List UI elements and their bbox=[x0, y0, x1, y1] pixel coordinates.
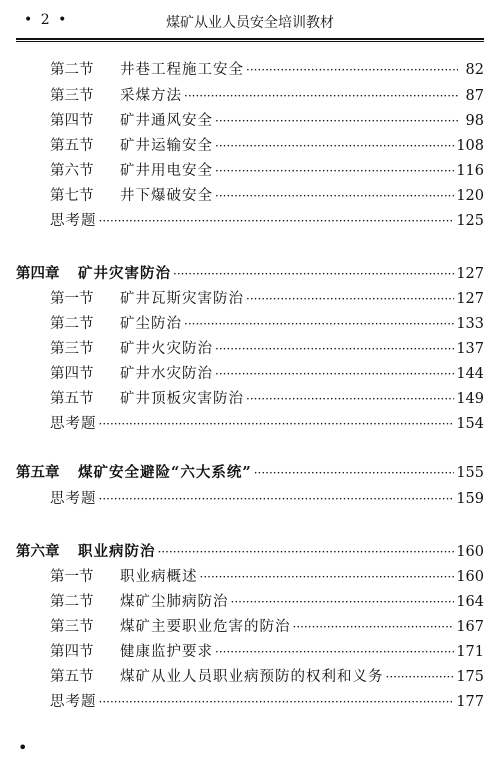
entry-title: 井下爆破安全 bbox=[120, 188, 213, 204]
leader-dots bbox=[215, 189, 454, 203]
entry-number: 第五章 bbox=[16, 464, 60, 481]
entry-title: 煤矿安全避险“六大系统” bbox=[78, 464, 252, 481]
leader-dots bbox=[386, 670, 455, 684]
toc-section-entry bbox=[50, 387, 484, 411]
entry-number: 第四节 bbox=[50, 366, 94, 382]
entry-number: 第一节 bbox=[50, 569, 94, 585]
entry-page-number: 144 bbox=[456, 366, 484, 382]
entry-title: 矿井运输安全 bbox=[120, 138, 213, 154]
leader-dots bbox=[99, 417, 455, 431]
entry-page-number: 164 bbox=[456, 594, 484, 610]
footer-mark: • bbox=[18, 738, 28, 757]
page-number: • 2 • bbox=[24, 12, 69, 28]
entry-page-number: 87 bbox=[465, 88, 484, 104]
entry-title: 矿井用电安全 bbox=[120, 163, 213, 179]
entry-number: 第七节 bbox=[50, 188, 94, 204]
entry-title: 矿井水灾防治 bbox=[120, 366, 213, 382]
leader-dots bbox=[246, 292, 454, 306]
leader-dots bbox=[215, 367, 454, 381]
entry-title: 矿井灾害防治 bbox=[78, 265, 171, 282]
toc-section-entry bbox=[50, 362, 484, 386]
entry-number: 第六章 bbox=[16, 543, 60, 560]
entry-title: 矿尘防治 bbox=[120, 316, 182, 332]
leader-dots bbox=[99, 492, 455, 506]
entry-title: 思考题 bbox=[50, 416, 97, 432]
entry-title: 矿井顶板灾害防治 bbox=[120, 391, 244, 407]
leader-dots bbox=[293, 620, 455, 634]
entry-page-number: 137 bbox=[456, 341, 484, 357]
entry-title: 煤矿主要职业危害的防治 bbox=[120, 619, 291, 635]
entry-number: 第五节 bbox=[50, 138, 94, 154]
entry-page-number: 155 bbox=[456, 465, 484, 481]
entry-page-number: 82 bbox=[465, 62, 484, 78]
toc-chapter-entry bbox=[16, 461, 484, 485]
entry-page-number: 149 bbox=[456, 391, 484, 407]
entry-page-number: 171 bbox=[456, 644, 484, 660]
leader-dots bbox=[231, 595, 455, 609]
entry-number: 第三节 bbox=[50, 619, 94, 635]
leader-dots bbox=[246, 63, 458, 77]
toc-section-entry bbox=[50, 665, 484, 689]
entry-title: 矿井火灾防治 bbox=[120, 341, 213, 357]
entry-number: 第四章 bbox=[16, 265, 60, 282]
entry-title: 煤矿尘肺病防治 bbox=[120, 594, 229, 610]
entry-title: 思考题 bbox=[50, 213, 97, 229]
toc-section-entry bbox=[50, 640, 484, 664]
page-header bbox=[16, 12, 484, 34]
entry-title: 职业病概述 bbox=[120, 569, 198, 585]
entry-page-number: 160 bbox=[456, 544, 484, 560]
entry-title: 健康监护要求 bbox=[120, 644, 213, 660]
entry-number: 第二节 bbox=[50, 316, 94, 332]
toc-section-entry bbox=[50, 287, 484, 311]
entry-title: 矿井瓦斯灾害防治 bbox=[120, 291, 244, 307]
entry-page-number: 125 bbox=[456, 213, 484, 229]
entry-title: 思考题 bbox=[50, 694, 97, 710]
entry-page-number: 159 bbox=[456, 491, 484, 507]
entry-page-number: 160 bbox=[456, 569, 484, 585]
entry-number: 第二节 bbox=[50, 594, 94, 610]
toc-section-entry bbox=[50, 58, 484, 82]
leader-dots bbox=[246, 392, 454, 406]
entry-page-number: 116 bbox=[456, 163, 484, 179]
leader-dots bbox=[200, 570, 455, 584]
leader-dots bbox=[254, 466, 455, 480]
toc-section-entry bbox=[50, 487, 484, 511]
toc-section-entry bbox=[50, 184, 484, 208]
entry-title: 矿井通风安全 bbox=[120, 113, 213, 129]
leader-dots bbox=[99, 695, 455, 709]
toc-chapter-entry bbox=[16, 262, 484, 286]
toc-section-entry bbox=[50, 134, 484, 158]
entry-page-number: 154 bbox=[456, 416, 484, 432]
entry-title: 煤矿从业人员职业病预防的权利和义务 bbox=[120, 669, 384, 685]
entry-page-number: 127 bbox=[456, 291, 484, 307]
toc-section-entry bbox=[50, 615, 484, 639]
toc-section-entry bbox=[50, 109, 484, 133]
header-rule-thin bbox=[16, 41, 484, 42]
entry-number: 第六节 bbox=[50, 163, 94, 179]
leader-dots bbox=[215, 164, 454, 178]
toc-section-entry bbox=[50, 565, 484, 589]
entry-number: 第三节 bbox=[50, 88, 94, 104]
leader-dots bbox=[173, 267, 454, 281]
entry-page-number: 127 bbox=[456, 266, 484, 282]
entry-number: 第五节 bbox=[50, 391, 94, 407]
entry-title: 采煤方法 bbox=[120, 88, 182, 104]
toc-section-entry bbox=[50, 312, 484, 336]
entry-page-number: 175 bbox=[456, 669, 484, 685]
leader-dots bbox=[184, 317, 454, 331]
entry-number: 第五节 bbox=[50, 669, 94, 685]
leader-dots bbox=[184, 89, 458, 103]
entry-number: 第二节 bbox=[50, 62, 94, 78]
entry-page-number: 133 bbox=[456, 316, 484, 332]
header-rule bbox=[16, 38, 484, 40]
entry-number: 第四节 bbox=[50, 644, 94, 660]
book-title: 煤矿从业人员安全培训教材 bbox=[166, 15, 334, 31]
entry-page-number: 108 bbox=[456, 138, 484, 154]
entry-page-number: 167 bbox=[456, 619, 484, 635]
toc-section-entry bbox=[50, 209, 484, 233]
entry-page-number: 177 bbox=[456, 694, 484, 710]
toc-section-entry bbox=[50, 412, 484, 436]
toc-section-entry bbox=[50, 84, 484, 108]
leader-dots bbox=[215, 139, 454, 153]
toc-section-entry bbox=[50, 590, 484, 614]
toc-section-entry bbox=[50, 337, 484, 361]
toc-section-entry bbox=[50, 159, 484, 183]
leader-dots bbox=[215, 645, 454, 659]
leader-dots bbox=[158, 545, 455, 559]
leader-dots bbox=[215, 342, 454, 356]
leader-dots bbox=[99, 214, 455, 228]
toc-section-entry bbox=[50, 690, 484, 714]
entry-page-number: 98 bbox=[465, 113, 484, 129]
entry-number: 第三节 bbox=[50, 341, 94, 357]
leader-dots bbox=[215, 114, 458, 128]
toc-chapter-entry bbox=[16, 540, 484, 564]
entry-title: 职业病防治 bbox=[78, 543, 156, 560]
entry-title: 思考题 bbox=[50, 491, 97, 507]
entry-title: 井巷工程施工安全 bbox=[120, 62, 244, 78]
entry-number: 第一节 bbox=[50, 291, 94, 307]
entry-page-number: 120 bbox=[456, 188, 484, 204]
entry-number: 第四节 bbox=[50, 113, 94, 129]
